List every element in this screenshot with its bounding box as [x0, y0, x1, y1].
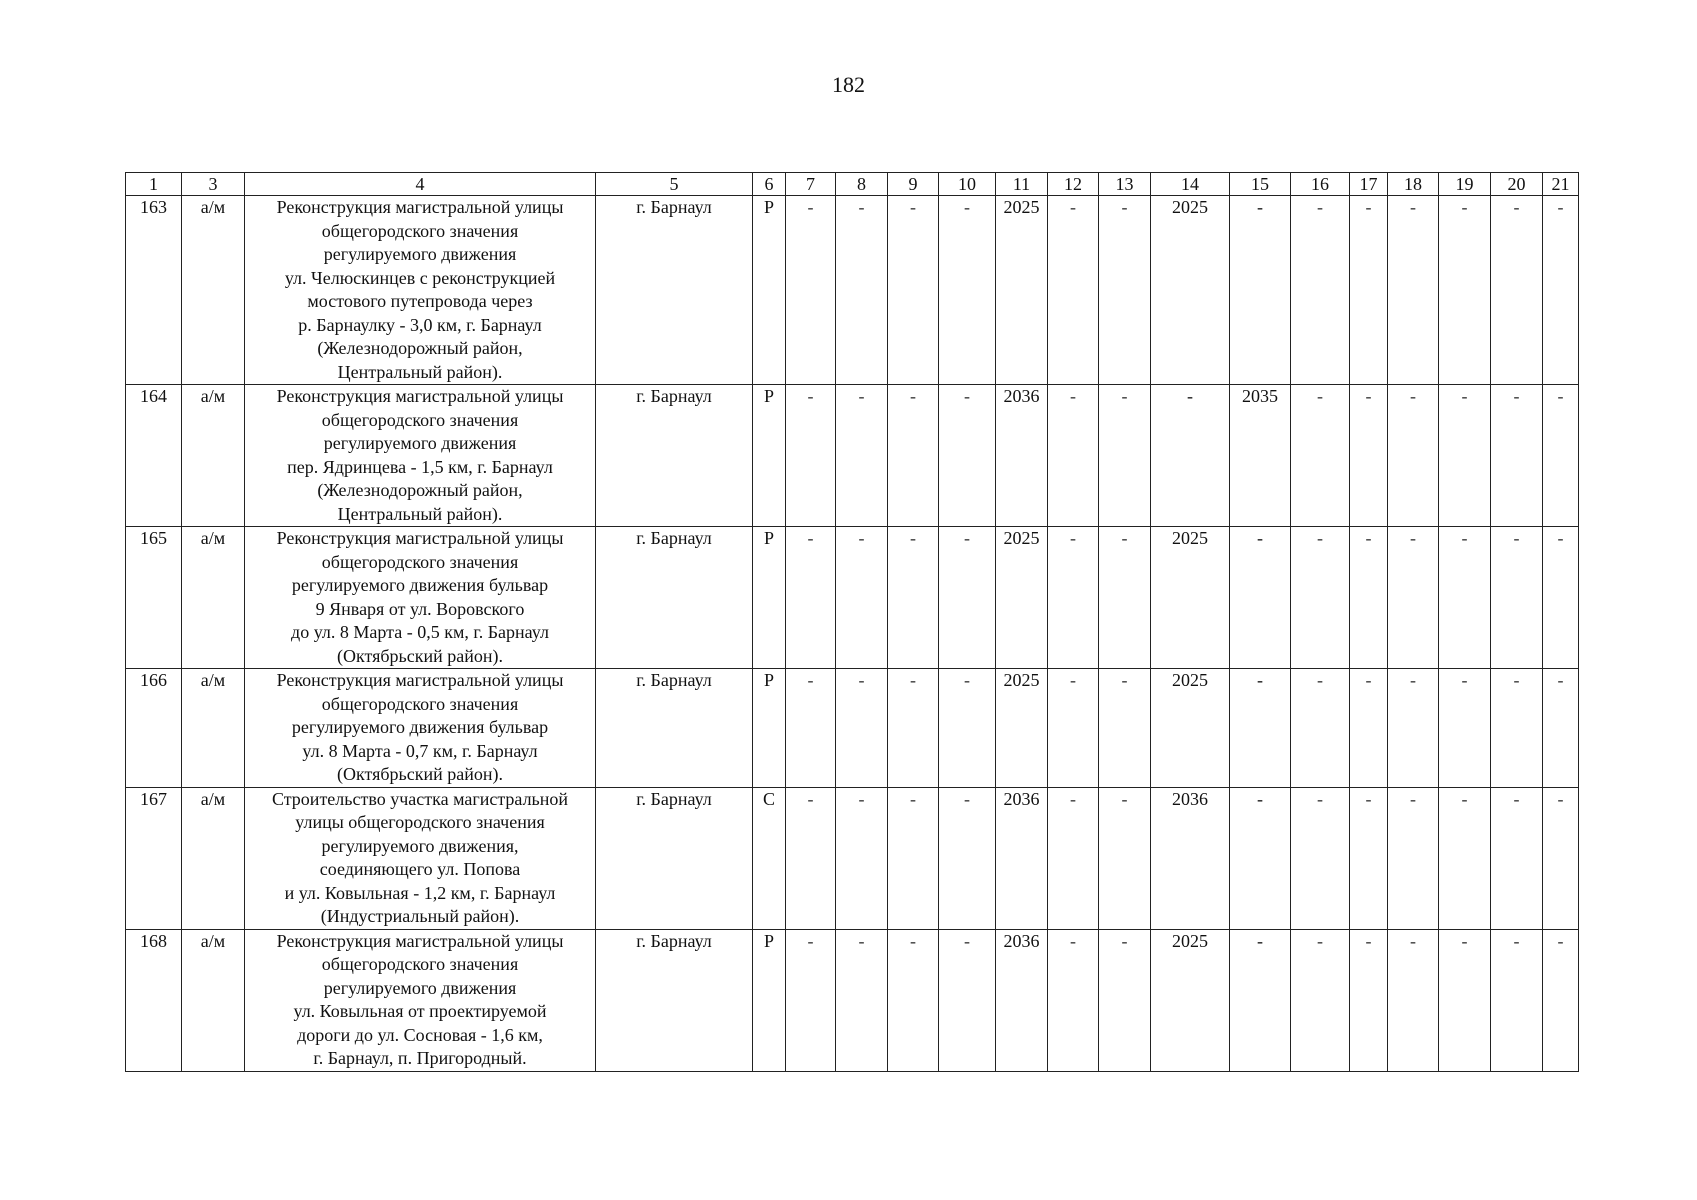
table-row: [126, 669, 1579, 788]
column-header: 12: [1048, 173, 1099, 196]
col-21-cell: -: [1543, 669, 1579, 788]
col-17-cell: -: [1350, 196, 1388, 385]
col-13-cell: -: [1099, 929, 1151, 1071]
col-14-cell: 2025: [1151, 527, 1230, 669]
type-cell: а/м: [182, 929, 245, 1071]
column-header: 18: [1388, 173, 1439, 196]
description-cell: Реконструкция магистральной улицы общегородского значения регулируемого движения ул. Ковыльная от проектируемой дороги до ул. Сосновая - 1,6 км, г. Барнаул, п. Пригородный.: [245, 929, 596, 1071]
col-16-cell: -: [1291, 787, 1350, 929]
col-17-cell: -: [1350, 385, 1388, 527]
col-12-cell: -: [1048, 929, 1099, 1071]
description-cell: Реконструкция магистральной улицы общегородского значения регулируемого движения бульвар 9 Января от ул. Воровского до ул. 8 Марта - 0,5 км, г. Барнаул (Октябрьский район).: [245, 527, 596, 669]
table-row: [126, 527, 1579, 669]
col-10-cell: -: [939, 385, 996, 527]
col-13-cell: -: [1099, 669, 1151, 788]
col-15-cell: -: [1230, 787, 1291, 929]
table-body: [126, 196, 1579, 1072]
col-9-cell: -: [888, 527, 939, 669]
description-cell: Реконструкция магистральной улицы общегородского значения регулируемого движения ул. Челюскинцев с реконструкцией мостового путепровода через р. Барнаулку - 3,0 км, г. Барнаул (Железнодорожный район, Центральный район).: [245, 196, 596, 385]
col-14-cell: 2025: [1151, 669, 1230, 788]
col-12-cell: -: [1048, 787, 1099, 929]
kind-cell: Р: [753, 929, 786, 1071]
col-9-cell: -: [888, 385, 939, 527]
table-row: [126, 787, 1579, 929]
col-19-cell: -: [1439, 196, 1491, 385]
location-cell: г. Барнаул: [596, 787, 753, 929]
column-header: 21: [1543, 173, 1579, 196]
col-19-cell: -: [1439, 385, 1491, 527]
col-21-cell: -: [1543, 196, 1579, 385]
col-7-cell: -: [786, 196, 836, 385]
kind-cell: Р: [753, 669, 786, 788]
column-header: 3: [182, 173, 245, 196]
col-15-cell: -: [1230, 929, 1291, 1071]
col-7-cell: -: [786, 929, 836, 1071]
table-row: [126, 929, 1579, 1071]
data-table: [125, 172, 1579, 1072]
column-header: 6: [753, 173, 786, 196]
row-number-cell: 163: [126, 196, 182, 385]
col-8-cell: -: [836, 196, 888, 385]
col-7-cell: -: [786, 385, 836, 527]
col-8-cell: -: [836, 385, 888, 527]
row-number-cell: 165: [126, 527, 182, 669]
col-11-cell: 2036: [996, 929, 1048, 1071]
col-17-cell: -: [1350, 527, 1388, 669]
header-row: [126, 173, 1579, 196]
column-header: 8: [836, 173, 888, 196]
column-header: 15: [1230, 173, 1291, 196]
col-19-cell: -: [1439, 527, 1491, 669]
type-cell: а/м: [182, 787, 245, 929]
column-header: 5: [596, 173, 753, 196]
col-8-cell: -: [836, 929, 888, 1071]
col-14-cell: 2025: [1151, 929, 1230, 1071]
column-header: 1: [126, 173, 182, 196]
column-header: 4: [245, 173, 596, 196]
col-18-cell: -: [1388, 196, 1439, 385]
col-9-cell: -: [888, 929, 939, 1071]
col-8-cell: -: [836, 669, 888, 788]
description-cell: Реконструкция магистральной улицы общегородского значения регулируемого движения пер. Ядринцева - 1,5 км, г. Барнаул (Железнодорожный район, Центральный район).: [245, 385, 596, 527]
col-11-cell: 2025: [996, 669, 1048, 788]
col-13-cell: -: [1099, 196, 1151, 385]
col-15-cell: -: [1230, 527, 1291, 669]
col-21-cell: -: [1543, 787, 1579, 929]
col-12-cell: -: [1048, 669, 1099, 788]
col-19-cell: -: [1439, 669, 1491, 788]
col-12-cell: -: [1048, 385, 1099, 527]
row-number-cell: 167: [126, 787, 182, 929]
col-15-cell: -: [1230, 196, 1291, 385]
col-20-cell: -: [1491, 669, 1543, 788]
col-16-cell: -: [1291, 929, 1350, 1071]
col-10-cell: -: [939, 787, 996, 929]
col-17-cell: -: [1350, 929, 1388, 1071]
col-21-cell: -: [1543, 527, 1579, 669]
column-header: 7: [786, 173, 836, 196]
col-20-cell: -: [1491, 527, 1543, 669]
col-12-cell: -: [1048, 527, 1099, 669]
col-20-cell: -: [1491, 196, 1543, 385]
type-cell: а/м: [182, 196, 245, 385]
kind-cell: С: [753, 787, 786, 929]
location-cell: г. Барнаул: [596, 196, 753, 385]
col-16-cell: -: [1291, 527, 1350, 669]
location-cell: г. Барнаул: [596, 385, 753, 527]
col-7-cell: -: [786, 527, 836, 669]
type-cell: а/м: [182, 669, 245, 788]
col-19-cell: -: [1439, 929, 1491, 1071]
col-18-cell: -: [1388, 669, 1439, 788]
type-cell: а/м: [182, 385, 245, 527]
col-8-cell: -: [836, 787, 888, 929]
col-21-cell: -: [1543, 929, 1579, 1071]
col-11-cell: 2036: [996, 787, 1048, 929]
col-8-cell: -: [836, 527, 888, 669]
col-15-cell: 2035: [1230, 385, 1291, 527]
col-18-cell: -: [1388, 929, 1439, 1071]
col-18-cell: -: [1388, 385, 1439, 527]
column-header: 14: [1151, 173, 1230, 196]
col-11-cell: 2025: [996, 196, 1048, 385]
description-cell: Реконструкция магистральной улицы общегородского значения регулируемого движения бульвар ул. 8 Марта - 0,7 км, г. Барнаул (Октябрьский район).: [245, 669, 596, 788]
kind-cell: Р: [753, 385, 786, 527]
column-header: 20: [1491, 173, 1543, 196]
location-cell: г. Барнаул: [596, 929, 753, 1071]
col-17-cell: -: [1350, 669, 1388, 788]
column-header: 11: [996, 173, 1048, 196]
row-number-cell: 164: [126, 385, 182, 527]
col-20-cell: -: [1491, 929, 1543, 1071]
location-cell: г. Барнаул: [596, 669, 753, 788]
location-cell: г. Барнаул: [596, 527, 753, 669]
col-13-cell: -: [1099, 527, 1151, 669]
col-17-cell: -: [1350, 787, 1388, 929]
col-20-cell: -: [1491, 787, 1543, 929]
col-10-cell: -: [939, 929, 996, 1071]
kind-cell: Р: [753, 196, 786, 385]
col-15-cell: -: [1230, 669, 1291, 788]
col-16-cell: -: [1291, 385, 1350, 527]
col-10-cell: -: [939, 669, 996, 788]
table-row: [126, 196, 1579, 385]
row-number-cell: 166: [126, 669, 182, 788]
column-header: 16: [1291, 173, 1350, 196]
col-11-cell: 2025: [996, 527, 1048, 669]
row-number-cell: 168: [126, 929, 182, 1071]
col-16-cell: -: [1291, 669, 1350, 788]
col-9-cell: -: [888, 669, 939, 788]
col-21-cell: -: [1543, 385, 1579, 527]
col-9-cell: -: [888, 196, 939, 385]
col-12-cell: -: [1048, 196, 1099, 385]
column-header: 9: [888, 173, 939, 196]
col-14-cell: 2025: [1151, 196, 1230, 385]
column-header: 17: [1350, 173, 1388, 196]
col-10-cell: -: [939, 196, 996, 385]
column-header: 10: [939, 173, 996, 196]
col-18-cell: -: [1388, 527, 1439, 669]
kind-cell: Р: [753, 527, 786, 669]
col-11-cell: 2036: [996, 385, 1048, 527]
column-header: 19: [1439, 173, 1491, 196]
col-9-cell: -: [888, 787, 939, 929]
col-14-cell: -: [1151, 385, 1230, 527]
col-7-cell: -: [786, 669, 836, 788]
col-13-cell: -: [1099, 787, 1151, 929]
col-13-cell: -: [1099, 385, 1151, 527]
col-16-cell: -: [1291, 196, 1350, 385]
col-14-cell: 2036: [1151, 787, 1230, 929]
column-header: 13: [1099, 173, 1151, 196]
col-20-cell: -: [1491, 385, 1543, 527]
description-cell: Строительство участка магистральной улицы общегородского значения регулируемого движения, соединяющего ул. Попова и ул. Ковыльная - 1,2 км, г. Барнаул (Индустриальный район).: [245, 787, 596, 929]
table-row: [126, 385, 1579, 527]
type-cell: а/м: [182, 527, 245, 669]
col-19-cell: -: [1439, 787, 1491, 929]
col-18-cell: -: [1388, 787, 1439, 929]
col-10-cell: -: [939, 527, 996, 669]
page-number: 182: [832, 72, 865, 97]
table-header: [126, 173, 1579, 196]
col-7-cell: -: [786, 787, 836, 929]
